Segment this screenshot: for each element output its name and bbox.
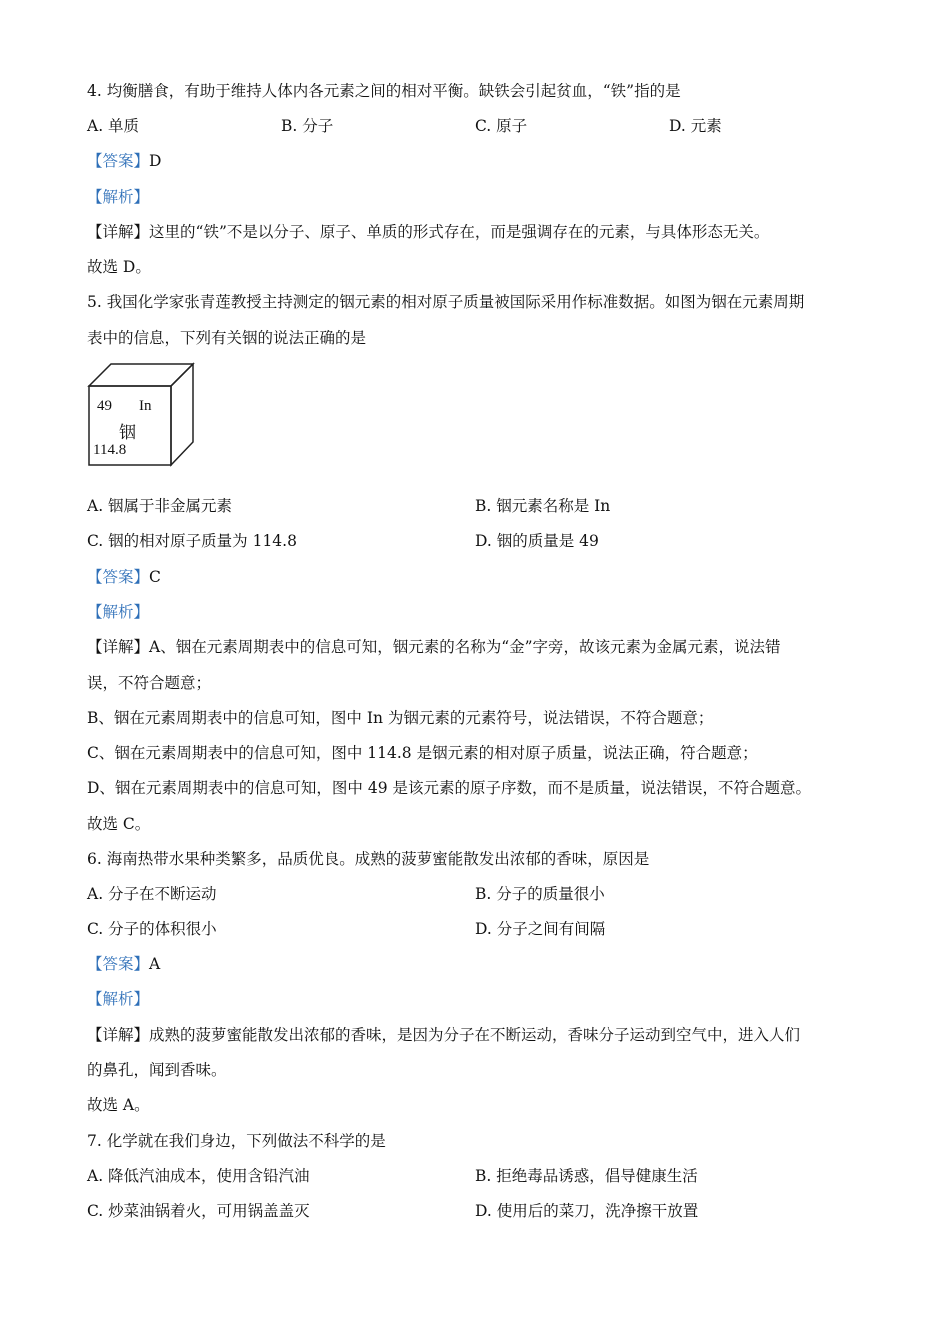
detail-text: 成熟的菠萝蜜能散发出浓郁的香味，是因为分子在不断运动，香味分子运动到空气中，进入人们 xyxy=(149,1026,801,1044)
detail-text: 这里的“铁”不是以分子、原子、单质的形式存在，而是强调存在的元素，与具体形态无关。 xyxy=(149,223,770,241)
q5-option-b: B. 铟元素名称是 In xyxy=(475,497,611,515)
detail-tag: 【详解】 xyxy=(87,1026,150,1044)
element-mass: 114.8 xyxy=(93,442,127,458)
element-symbol: In xyxy=(139,398,152,414)
q5-detail-d: D、铟在元素周期表中的信息可知，图中 49 是该元素的原子序数，而不是质量，说法错误，不符合题意。 xyxy=(87,779,812,797)
q5-option-c: C. 铟的相对原子质量为 114.8 xyxy=(87,532,297,550)
q6-analysis-tag: 【解析】 xyxy=(87,990,150,1008)
q5-stem-line2: 表中的信息，下列有关铟的说法正确的是 xyxy=(87,329,367,347)
q5-detail-c: C、铟在元素周期表中的信息可知，图中 114.8 是铟元素的相对原子质量，说法正确，符合题意； xyxy=(87,744,758,762)
q4-analysis-tag: 【解析】 xyxy=(87,188,150,206)
answer-value: D xyxy=(149,152,162,170)
answer-tag: 【答案】 xyxy=(87,955,150,973)
answer-tag: 【答案】 xyxy=(87,568,150,586)
q4-option-b: B. 分子 xyxy=(281,117,334,135)
q4-option-d: D. 元素 xyxy=(669,117,722,135)
q5-analysis-tag: 【解析】 xyxy=(87,603,150,621)
element-number: 49 xyxy=(97,398,112,414)
q5-option-d: D. 铟的质量是 49 xyxy=(475,532,599,550)
q4-detail xyxy=(87,221,769,243)
q6-option-b: B. 分子的质量很小 xyxy=(475,885,605,903)
answer-value: C xyxy=(149,568,161,586)
q5-stem-line1: 5. 我国化学家张青莲教授主持测定的铟元素的相对原子质量被国际采用作标准数据。如图为铟在元素周期 xyxy=(87,293,805,311)
q4-option-a: A. 单质 xyxy=(87,117,140,135)
detail-text: A、铟在元素周期表中的信息可知，铟元素的名称为“金”字旁，故该元素为金属元素，说法错 xyxy=(149,638,781,656)
q7-option-b: B. 拒绝毒品诱惑，倡导健康生活 xyxy=(475,1167,698,1185)
answer-tag: 【答案】 xyxy=(87,152,150,170)
q5-conclusion: 故选 C。 xyxy=(87,815,151,833)
q7-option-d: D. 使用后的菜刀，洗净擦干放置 xyxy=(475,1202,699,1220)
detail-tag: 【详解】 xyxy=(87,638,150,656)
q6-option-c: C. 分子的体积很小 xyxy=(87,920,217,938)
q5-answer xyxy=(87,566,161,588)
q7-option-c: C. 炒菜油锅着火，可用锅盖盖灭 xyxy=(87,1202,310,1220)
q6-option-d: D. 分子之间有间隔 xyxy=(475,920,606,938)
q4-answer xyxy=(87,150,161,172)
answer-value: A xyxy=(149,955,161,973)
q7-option-a: A. 降低汽油成本，使用含铅汽油 xyxy=(87,1167,310,1185)
q6-detail-line1 xyxy=(87,1024,800,1046)
element-card xyxy=(87,362,197,470)
q7-stem: 7. 化学就在我们身边，下列做法不科学的是 xyxy=(87,1132,386,1150)
q5-detail-b: B、铟在元素周期表中的信息可知，图中 In 为铟元素的元素符号，说法错误，不符合题意； xyxy=(87,709,714,727)
q5-detail-a-line2: 误，不符合题意； xyxy=(87,674,212,692)
element-name: 铟 xyxy=(119,423,136,443)
q6-option-a: A. 分子在不断运动 xyxy=(87,885,217,903)
q6-answer xyxy=(87,953,160,975)
q6-conclusion: 故选 A。 xyxy=(87,1096,150,1114)
q5-detail-a-line1 xyxy=(87,636,781,658)
q6-stem: 6. 海南热带水果种类繁多，品质优良。成熟的菠萝蜜能散发出浓郁的香味，原因是 xyxy=(87,850,650,868)
q4-stem: 4. 均衡膳食，有助于维持人体内各元素之间的相对平衡。缺铁会引起贫血，“铁”指的是 xyxy=(87,82,681,100)
q6-detail-line2: 的鼻孔，闻到香味。 xyxy=(87,1061,227,1079)
q5-option-a: A. 铟属于非金属元素 xyxy=(87,497,233,515)
q4-conclusion: 故选 D。 xyxy=(87,258,151,276)
q4-option-c: C. 原子 xyxy=(475,117,528,135)
detail-tag: 【详解】 xyxy=(87,223,150,241)
